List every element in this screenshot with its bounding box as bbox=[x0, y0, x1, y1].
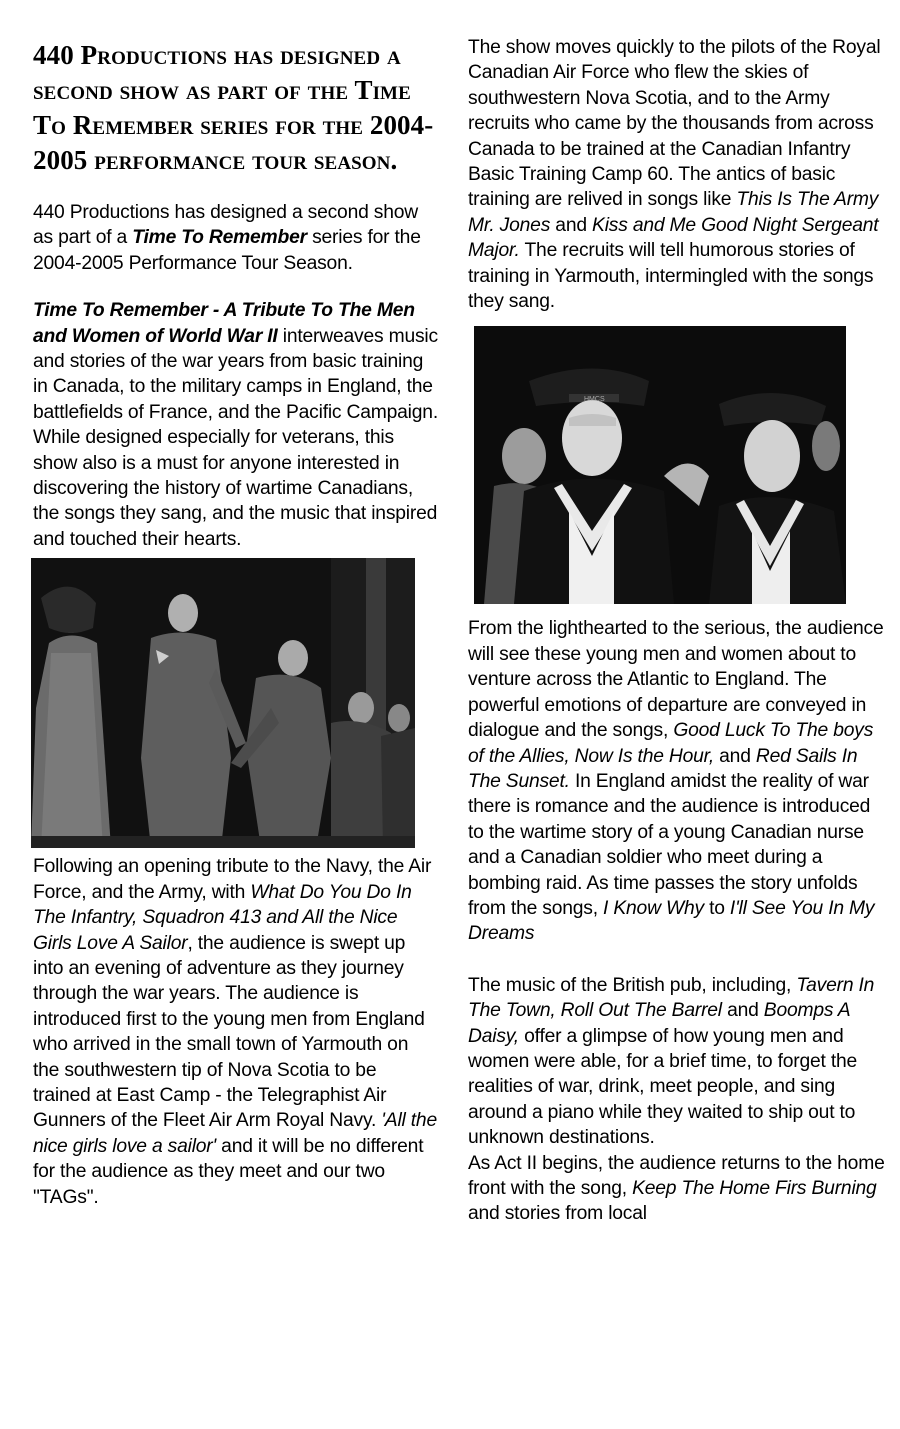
sailors-photo-illustration bbox=[474, 326, 846, 604]
pub-text-end: offer a glimpse of how young men and women were able, for a brief time, to forget the realities of war, drink, meet people, and sing around a piano while they waited to ship out to unknown destinations. bbox=[468, 1025, 858, 1149]
opening-text-middle: , the audience is swept up into an evening of adventure as they journey through the war years. The audience is introduced first to the young men from England who arrived in the small town of Yarmouth on the southwestern tip of Nova Scotia to be trained at East Camp - the Telegraphist Air Gunners of the Fleet Air Arm Royal Navy. bbox=[33, 932, 425, 1132]
departure-text-middle: In England amidst the reality of war there is romance and the audience is introduced to the wartime story of a young Canadian nurse and a Canadian soldier who meet during a bombing raid. As time passes the story unfolds from the songs, bbox=[468, 770, 871, 919]
departure-and: and bbox=[714, 745, 756, 767]
song-boomps-a-daisy: Boomps A Daisy, bbox=[468, 1000, 850, 1047]
show-title-emphasis: Time To Remember bbox=[132, 227, 307, 249]
tribute-title: Time To Remember - A Tribute To The Men and Women of World War II bbox=[33, 300, 415, 347]
pub-text: The music of the British pub, including, bbox=[468, 974, 797, 996]
sailors-photo bbox=[474, 326, 846, 604]
soldiers-photo-illustration bbox=[31, 558, 415, 848]
opening-paragraph bbox=[33, 854, 438, 1210]
pilots-and: and bbox=[550, 214, 593, 236]
left-column bbox=[33, 0, 438, 1210]
song-red-sails: Red Sails In The Sunset. bbox=[468, 745, 858, 792]
act2-text-end: and stories from local bbox=[468, 1203, 647, 1225]
pilots-paragraph bbox=[468, 35, 888, 314]
departure-to: to bbox=[703, 897, 730, 919]
opening-text-end: and it will be no different for the audience as they meet and our two "TAGs". bbox=[33, 1135, 424, 1208]
pilots-text-end: The recruits will tell humorous stories of training in Yarmouth, intermingled with the songs they sang. bbox=[468, 240, 874, 313]
tribute-body: interweaves music and stories of the war years from basic training in Canada, to the military camps in England, the battlefields of France, and the Pacific Campaign. While designed especially for veterans, this show also is a must for anyone interested in discovering the history of wartime Canadians, the songs they sang, and the music that inspired and touched their hearts. bbox=[33, 325, 438, 550]
tribute-paragraph bbox=[33, 298, 438, 552]
intro-text-end: series for the 2004-2005 Performance Tour Season. bbox=[33, 227, 421, 274]
song-sergeant-major: Kiss and Me Good Night Sergeant Major. bbox=[468, 214, 879, 262]
song-home-fires: Keep The Home Firs Burning bbox=[632, 1178, 877, 1199]
act2-paragraph bbox=[468, 1151, 888, 1227]
pub-songs: Tavern In The Town, Roll Out The Barrel bbox=[468, 974, 875, 1022]
page-heading: 440 Productions has designed a second show as part of the Time To Remember series for the 2004-2005 performance tour season. bbox=[33, 40, 434, 175]
right-column bbox=[468, 0, 888, 1227]
sailor-quote: 'All the nice girls love a sailor' bbox=[33, 1110, 437, 1157]
pilots-text: The show moves quickly to the pilots of the Royal Canadian Air Force who flew the skies of southwestern Nova Scotia, and to the Army recruits who came by the thousands from across Canada to be trained at the Canadian Infantry Basic Training Camp 60. The antics of basic training are relived in songs like bbox=[468, 37, 881, 211]
intro-paragraph bbox=[33, 200, 438, 276]
opening-songs: What Do You Do In The Infantry, Squadron 413 and All the Nice Girls Love A Sailor bbox=[33, 881, 412, 954]
song-i-know-why: I Know Why bbox=[603, 897, 704, 919]
departure-text: From the lighthearted to the serious, the audience will see these young men and women about to venture across the Atlantic to England. The powerful emotions of departure are conveyed in dialogue and the songs, bbox=[468, 618, 884, 742]
opening-text: Following an opening tribute to the Navy, the Air Force, and the Army, with bbox=[33, 856, 432, 903]
song-army-mr-jones: This Is The Army Mr. Jones bbox=[468, 189, 879, 236]
departure-paragraph bbox=[468, 616, 888, 946]
pub-paragraph bbox=[468, 973, 888, 1151]
intro-text: 440 Productions has designed a second show as part of a bbox=[33, 202, 418, 249]
soldiers-photo bbox=[31, 558, 415, 848]
cap-tally-text: HMCS bbox=[584, 396, 605, 404]
pub-and: and bbox=[721, 1000, 764, 1022]
act2-text: As Act II begins, the audience returns to the home front with the song, bbox=[468, 1152, 885, 1199]
song-dreams: I'll See You In My Dreams bbox=[468, 897, 875, 945]
departure-songs: Good Luck To The boys of the Allies, Now Is the Hour, bbox=[468, 720, 874, 767]
